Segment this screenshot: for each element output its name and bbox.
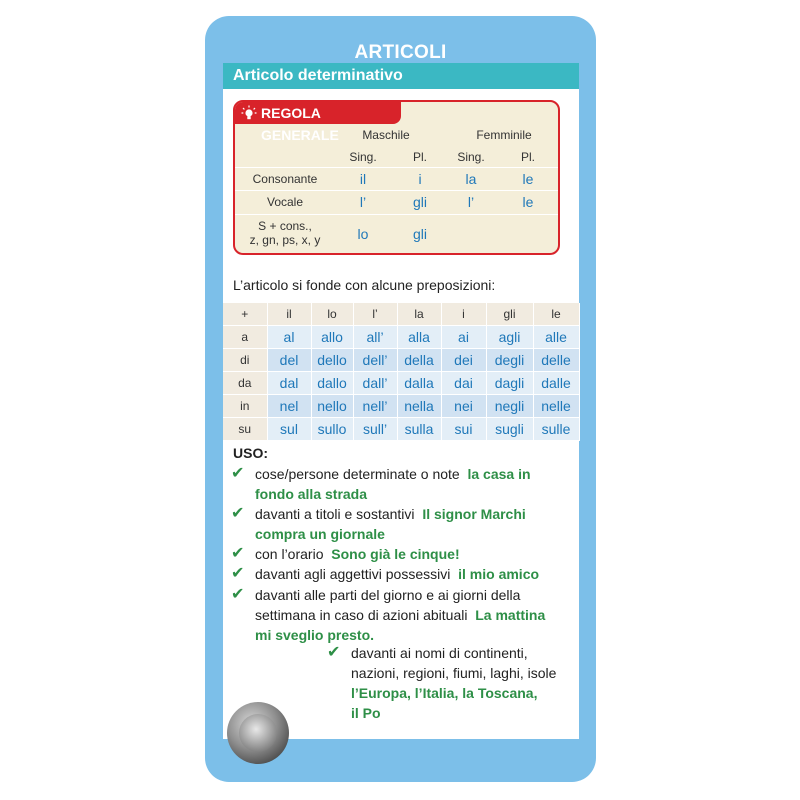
form-cell: dello [311,349,353,372]
form-cell: della [397,349,441,372]
form-cell: ai [441,326,486,349]
binder-ring-inner [239,714,277,752]
preposition-cell: di [223,349,267,372]
form-cell: del [267,349,311,372]
form-cell: nel [267,395,311,418]
uso-example: Sono già le cinque! [331,546,460,562]
uso-title: USO: [233,445,268,461]
rule-box [233,100,560,255]
article-value: l’ [467,194,475,210]
uso-item [231,544,571,564]
uso-example: fondo alla strada [255,486,368,502]
form-cell: dallo [311,372,353,395]
form-cell: sul [267,418,311,441]
preposition-cell: in [223,395,267,418]
table-row [223,326,579,349]
gender-header-femminile: Femminile [476,128,532,142]
rule-row-label: Vocale [266,195,304,209]
lightbulb-icon [241,105,257,127]
form-cell: dai [441,372,486,395]
form-cell: dell’ [353,349,397,372]
uso-text: con l’orario [255,546,324,562]
form-cell: dalla [397,372,441,395]
section-title: Articolo determinativo [223,63,579,89]
form-cell: degli [486,349,533,372]
header-cell: + [223,303,267,326]
uso-item [231,504,571,544]
uso-example: mi sveglio presto. [255,627,375,643]
header-cell: lo [311,303,353,326]
header-cell: il [267,303,311,326]
uso-example: l’Europa, l’Italia, la Toscana, [351,685,538,701]
form-cell: all’ [353,326,397,349]
uso-text: cose/persone determinate o note [255,466,460,482]
binder-ring-icon [227,702,289,764]
form-cell: sui [441,418,486,441]
table-row [223,395,579,418]
preposition-cell: da [223,372,267,395]
number-header: Sing. [349,150,377,164]
form-cell: agli [486,326,533,349]
form-cell: sullo [311,418,353,441]
uso-example: il mio amico [458,566,540,582]
rule-row-label: z, gn, ps, x, y [249,233,321,247]
table-header-row [223,303,579,326]
form-cell: nelle [533,395,579,418]
article-value: i [418,171,422,187]
article-value: la [465,171,477,187]
prepositions-table [223,303,580,441]
uso-text: nazioni, regioni, fiumi, laghi, isole [351,665,557,681]
table-row [223,418,579,441]
table-row [223,349,579,372]
uso-example: compra un giornale [255,526,385,542]
header-cell: i [441,303,486,326]
uso-example: La mattina [475,607,546,623]
header-cell: la [397,303,441,326]
checkmark-icon: ✔ [327,644,341,661]
content-panel [223,63,579,739]
article-value: le [522,171,534,187]
preposition-cell: a [223,326,267,349]
number-header: Sing. [457,150,485,164]
card-title: ARTICOLI [354,42,447,63]
uso-text: davanti alle parti del giorno e ai giorni della [255,587,521,603]
uso-item [327,643,567,723]
checkmark-icon: ✔ [231,586,245,603]
divider [235,214,558,215]
form-cell: dei [441,349,486,372]
article-value: gli [412,194,427,210]
uso-example: il Po [351,705,381,721]
form-cell: alle [533,326,579,349]
rule-row-label: Consonante [252,172,318,186]
checkmark-icon: ✔ [231,505,245,522]
form-cell: sulla [397,418,441,441]
form-cell: delle [533,349,579,372]
header-cell: l’ [353,303,397,326]
form-cell: sull’ [353,418,397,441]
form-cell: negli [486,395,533,418]
uso-item [231,564,571,584]
form-cell: dall’ [353,372,397,395]
checkmark-icon: ✔ [231,565,245,582]
form-cell: sulle [533,418,579,441]
uso-item [231,585,571,645]
form-cell: sugli [486,418,533,441]
flashcard [205,16,596,782]
checkmark-icon: ✔ [231,465,245,482]
form-cell: allo [311,326,353,349]
prepositions-intro: L’articolo si fonde con alcune preposizioni: [233,277,496,293]
header-cell: gli [486,303,533,326]
number-header: Pl. [520,150,535,164]
article-value: il [359,171,367,187]
checkmark-icon: ✔ [231,545,245,562]
uso-text: davanti ai nomi di continenti, [351,645,528,661]
form-cell: dalle [533,372,579,395]
form-cell: nei [441,395,486,418]
divider [235,167,558,168]
uso-example: Il signor Marchi [422,506,526,522]
uso-text: davanti agli aggettivi possessivi [255,566,451,582]
form-cell: nello [311,395,353,418]
divider [235,190,558,191]
gender-header-maschile: Maschile [362,128,410,142]
rule-row-label: S + cons., [258,219,312,233]
uso-text: davanti a titoli e sostantivi [255,506,415,522]
uso-example: la casa in [467,466,531,482]
table-row [223,372,579,395]
preposition-cell: su [223,418,267,441]
article-value: gli [412,226,427,242]
form-cell: dal [267,372,311,395]
rule-label: REGOLA GENERALE [261,105,339,143]
article-value: lo [357,226,369,242]
form-cell: al [267,326,311,349]
uso-item [231,464,571,504]
form-cell: alla [397,326,441,349]
form-cell: dagli [486,372,533,395]
header-cell: le [533,303,579,326]
form-cell: nella [397,395,441,418]
article-value: le [522,194,534,210]
number-header: Pl. [412,150,427,164]
form-cell: nell’ [353,395,397,418]
uso-text: settimana in caso di azioni abituali [255,607,468,623]
article-value: l’ [359,194,367,210]
